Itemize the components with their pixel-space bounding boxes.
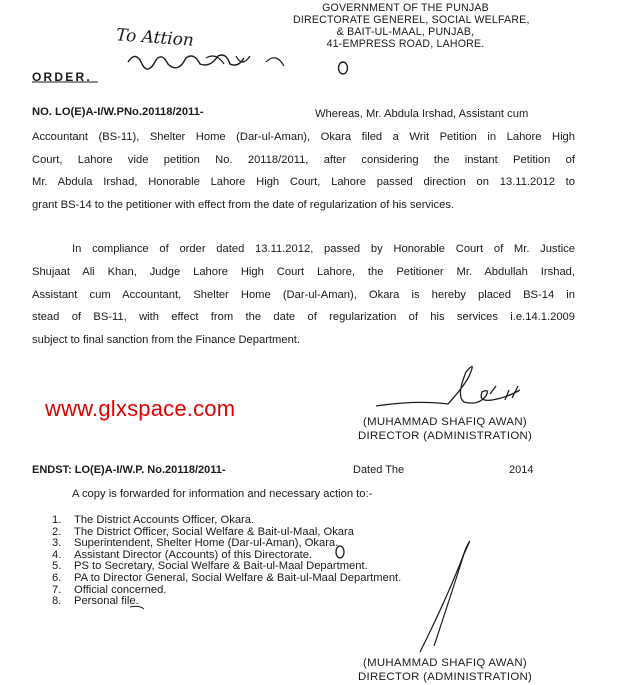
list-item: 7. Official concerned. bbox=[52, 583, 167, 596]
signatory-name: (MUHAMMAD SHAFIQ AWAN) bbox=[363, 416, 527, 428]
signatory-title: DIRECTOR (ADMINISTRATION) bbox=[358, 430, 533, 442]
forwarding-intro: A copy is forwarded for information and necessary action to:- bbox=[72, 488, 373, 500]
paragraph-2-line-1: In compliance of order dated 13.11.2012, passed by Honorable Court of Mr. Justice bbox=[72, 243, 575, 255]
endorsement-number: ENDST: LO(E)A-I/W.P. No.20118/2011- bbox=[32, 464, 226, 476]
paragraph-1 bbox=[32, 126, 575, 216]
distribution-list bbox=[52, 515, 401, 608]
dated-year: 2014 bbox=[509, 464, 534, 476]
paragraph-1-line-4: Mr. Abdula Irshad, Honorable Lahore High Court, Lahore passed direction on 13.11.2012 to bbox=[32, 176, 575, 188]
site-watermark: www.glxspace.com bbox=[45, 396, 236, 421]
header-line-1: GOVERNMENT OF THE PUNJAB bbox=[322, 2, 489, 14]
urdu-annotation-scribble bbox=[128, 55, 244, 69]
order-number: NO. LO(E)A-I/W.PNo.20118/2011- bbox=[32, 106, 204, 118]
signatory-name-2: (MUHAMMAD SHAFIQ AWAN) bbox=[363, 657, 527, 669]
paragraph-1-line-5: grant BS-14 to the petitioner with effect from the date of regularization of his services. bbox=[32, 198, 455, 211]
header-line-4: 41-EMPRESS ROAD, LAHORE. bbox=[326, 38, 485, 50]
list-item: 2. The District Officer, Social Welfare & Bait-ul-Maal, Okara bbox=[52, 525, 354, 538]
paragraph-1-line-1: Whereas, Mr. Abdula Irshad, Assistant cum bbox=[315, 108, 529, 120]
list-item: 6. PA to Director General, Social Welfare & Bait-ul-Maal Department. bbox=[52, 571, 402, 584]
header-line-3: & BAIT-UL-MAAL, PUNJAB, bbox=[336, 26, 475, 38]
urdu-annotation-scribble-2 bbox=[206, 56, 284, 66]
paragraph-2-line-2: Shujaat Ali Khan, Judge Lahore High Court Lahore, the Petitioner Mr. Abdullah Irshad, bbox=[32, 266, 575, 278]
order-heading: ORDER. bbox=[32, 70, 92, 84]
list-item: 8. Personal file. bbox=[52, 595, 139, 608]
director-signature bbox=[376, 366, 520, 406]
list-item: 4. Assistant Director (Accounts) of this Directorate. bbox=[52, 548, 313, 561]
paragraph-2-line-4: stead of BS-11, with effect from the date of regularization of his services i.e.14.1.2009 bbox=[32, 311, 575, 323]
paragraph-1-line-3: Court, Lahore vide petition No. 20118/2011, after considering the instant Petition of bbox=[32, 153, 575, 166]
list-item: 3. Superintendent, Shelter Home (Dar-ul-Aman), Okara. bbox=[52, 537, 339, 550]
paragraph-2-line-3: Assistant cum Accountant, Shelter Home (Dar-ul-Aman), Okara is hereby placed BS-14 in bbox=[32, 288, 575, 301]
punch-hole-mark bbox=[339, 62, 348, 74]
list-item: 5. PS to Secretary, Social Welfare & Bait-ul-Maal Department. bbox=[52, 560, 368, 573]
handwritten-note: To Attion bbox=[115, 25, 195, 51]
paragraph-2 bbox=[32, 261, 575, 351]
paragraph-1-line-2: Accountant (BS-11), Shelter Home (Dar-ul-Aman), Okara filed a Writ Petition in Lahore High bbox=[32, 131, 575, 143]
second-signature-stroke bbox=[420, 541, 470, 652]
signatory-title-2: DIRECTOR (ADMINISTRATION) bbox=[358, 671, 533, 683]
paragraph-2-line-5: subject to final sanction from the Finance Department. bbox=[32, 333, 301, 346]
dated-label: Dated The bbox=[353, 464, 405, 476]
header-line-2: DIRECTORATE GENEREL, SOCIAL WELFARE, bbox=[293, 14, 530, 26]
list-item: 1. The District Accounts Officer, Okara. bbox=[52, 514, 255, 526]
